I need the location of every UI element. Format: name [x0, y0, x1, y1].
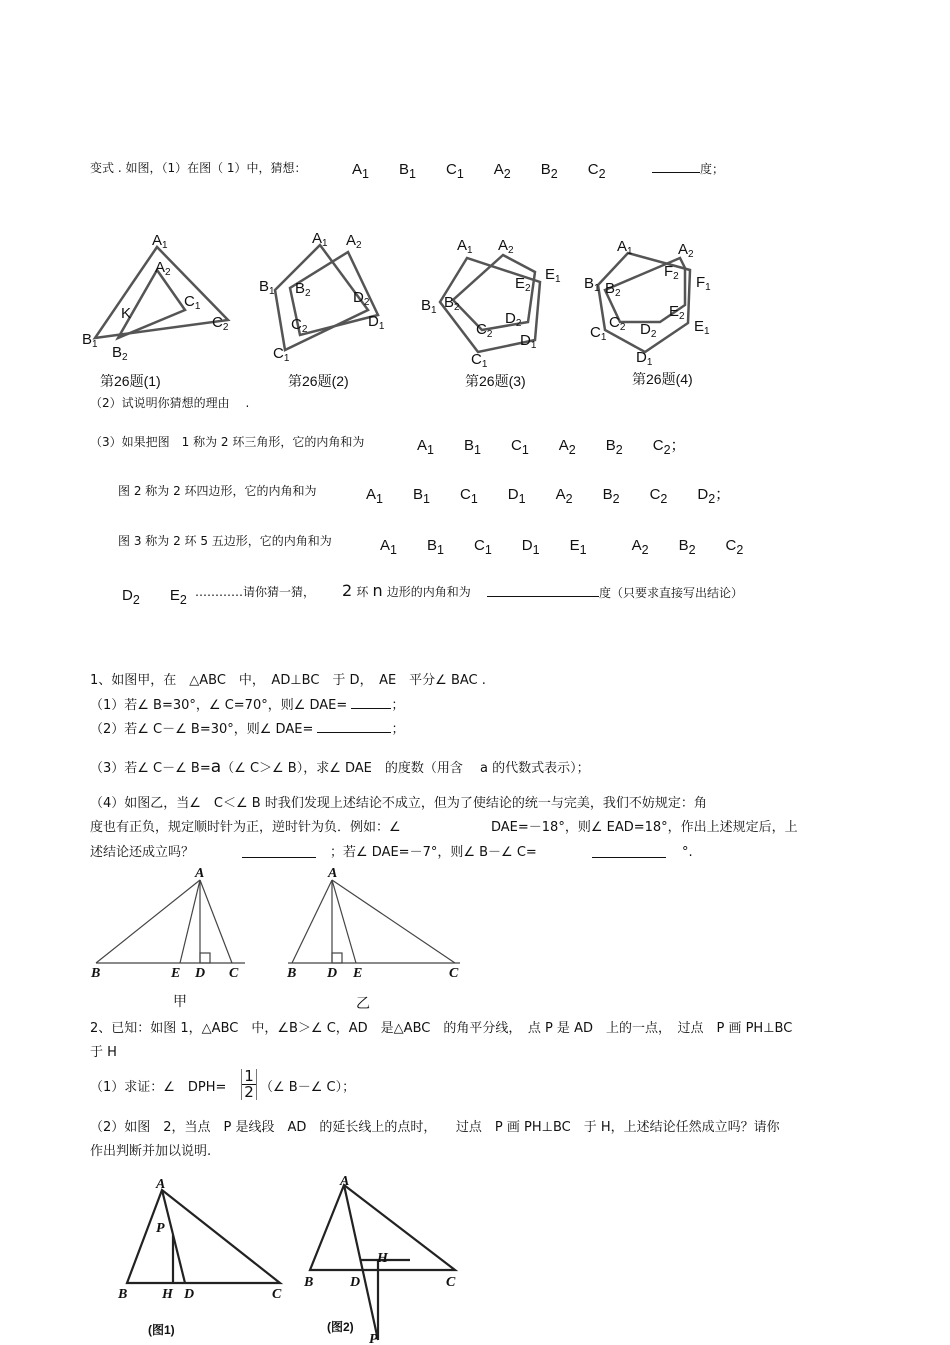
figure-label: P: [156, 1221, 165, 1236]
vertex-subscript: 2: [612, 492, 620, 506]
figure-label: 甲: [173, 993, 187, 1009]
figure-label: (图2): [327, 1320, 354, 1334]
variant-q3d-formula: 2 环 n 边形的内角和为: [342, 581, 471, 600]
vertex-subscript: 2: [679, 311, 685, 322]
variant-answer-blank[interactable]: 度；: [652, 160, 724, 177]
p2-s2b: 作出判断并加以说明.: [90, 1144, 212, 1159]
vertex-letter: D: [521, 537, 533, 554]
caption-26-3: 第26题(3): [465, 373, 526, 389]
figure-2-2-labels: [303, 1174, 456, 1345]
vertex-letter: C: [609, 314, 620, 331]
figure-label: D: [327, 966, 338, 981]
vertex-letter: A: [631, 537, 642, 554]
vertex-letter: D: [520, 332, 531, 349]
p1-s4b: 度也有正负，规定顺时针为正，逆时针为负．例如：∠: [90, 820, 401, 835]
p2-fraction: $\frac{1}{2}$: [241, 1069, 257, 1100]
vertex-subscript: 2: [641, 543, 649, 557]
vertex-subscript: 1: [427, 443, 434, 457]
p1-title: 1、如图甲，在 △ABC 中， AD⊥BC 于 D， AE 平分∠ BAC .: [90, 673, 486, 688]
vertex-subscript: 2: [454, 302, 460, 313]
figure-label: B: [287, 966, 297, 981]
figure-shape: [292, 880, 332, 963]
variant-q3b-angles: $A_1$ $B_1$ $C_1$ $D_1$ $A_2$ $B_2$ $C_2$ $D_2$；: [366, 486, 731, 506]
vertex-letter: D: [368, 313, 379, 330]
figure-label: (图1): [148, 1323, 175, 1337]
vertex-subscript: 2: [673, 271, 679, 282]
vertex-subscript: 1: [704, 326, 710, 337]
p1-s4c3: °.: [682, 845, 693, 860]
vertex-letter: C: [473, 537, 485, 554]
vertex-letter: D: [636, 349, 647, 366]
vertex-subscript: 1: [378, 321, 385, 332]
vertex-letter: B: [112, 344, 123, 361]
vertex-subscript: 2: [663, 443, 671, 457]
vertex-letter: A: [457, 237, 468, 254]
vertex-letter: C: [471, 351, 482, 368]
vertex-letter: C: [445, 161, 457, 178]
vertex-letter: A: [417, 437, 428, 454]
figure-label: C: [272, 1287, 282, 1302]
vertex-subscript: 2: [650, 329, 657, 340]
caption-26-1: 第26题(1): [100, 373, 161, 389]
figure-label: B: [304, 1275, 314, 1290]
vertex-letter: C: [649, 486, 661, 503]
vertex-letter: E: [545, 266, 556, 283]
vertex-letter: A: [555, 486, 566, 503]
vertex-subscript: 1: [322, 238, 328, 249]
vertex-subscript: 1: [456, 167, 464, 181]
vertex-subscript: 1: [467, 245, 473, 256]
figure-shape: [200, 953, 210, 963]
vertex-subscript: 2: [565, 492, 573, 506]
p1-s3: （3）若∠ C－∠ B=a（∠ C＞∠ B），求∠ DAE 的度数（用含 a 的代数式表示）；: [90, 757, 590, 777]
vertex-letter: F: [664, 263, 674, 280]
vertex-letter: K: [121, 305, 132, 322]
vertex-subscript: 1: [390, 543, 397, 557]
figure-2-1-labels: [117, 1177, 282, 1337]
figure-label: A: [156, 1177, 166, 1192]
vertex-subscript: 2: [356, 240, 362, 251]
vertex-letter: C: [587, 161, 599, 178]
vertex-letter: D: [505, 310, 516, 327]
vertex-subscript: 2: [363, 297, 370, 308]
variant-line1: 变式 . 如图，（1）在图（ 1）中，猜想：: [90, 161, 307, 175]
vertex-letter: C: [590, 324, 601, 341]
vertex-subscript: 1: [194, 301, 201, 312]
vertex-subscript: 2: [165, 267, 171, 278]
vertex-subscript: 2: [736, 543, 744, 557]
vertex-letter: A: [493, 161, 504, 178]
vertex-subscript: 1: [646, 357, 653, 368]
figure-label: E: [353, 966, 363, 981]
p2-s1b: （∠ B－∠ C）；: [260, 1080, 356, 1095]
vertex-subscript: 1: [376, 492, 383, 506]
vertex-letter: A: [558, 437, 569, 454]
variant-q2: （2）试说明你猜想的理由 .: [90, 396, 250, 410]
vertex-subscript: 1: [362, 167, 369, 181]
vertex-letter: B: [421, 297, 432, 314]
vertex-letter: B: [82, 331, 93, 348]
vertex-subscript: 2: [508, 245, 514, 256]
figure-2-1: [127, 1190, 280, 1283]
vertex-subscript: 2: [708, 492, 716, 506]
figure-label: B: [118, 1287, 128, 1302]
figure-shape: [127, 1190, 280, 1283]
vertex-subscript: 1: [530, 340, 537, 351]
vertex-subscript: 2: [615, 288, 621, 299]
vertex-letter: A: [352, 161, 363, 178]
vertex-subscript: 1: [423, 492, 430, 506]
figure-label: H: [377, 1251, 388, 1266]
vertex-subscript: 2: [660, 492, 668, 506]
vertex-subscript: 1: [470, 492, 478, 506]
vertex-subscript: 2: [619, 322, 626, 333]
vertex-letter: D: [507, 486, 519, 503]
vertex-letter: A: [678, 241, 689, 258]
vertex-letter: B: [540, 161, 551, 178]
figure-label: C: [446, 1275, 456, 1290]
vertex-letter: D: [697, 486, 709, 503]
caption-26-2: 第26题(2): [288, 373, 349, 389]
figure-jia: [96, 880, 245, 963]
vertex-letter: A: [152, 232, 163, 249]
figure-shape: [332, 880, 455, 963]
vertex-letter: B: [463, 437, 474, 454]
p2-title2: 于 H: [90, 1045, 117, 1060]
vertex-subscript: 1: [92, 339, 98, 350]
vertex-subscript: 1: [579, 543, 587, 557]
variant-q3a-angles: $A_1$ $B_1$ $C_1$ $A_2$ $B_2$ $C_2$；: [417, 437, 686, 457]
p1-s2: （2）若∠ C－∠ B=30°，则∠ DAE= ；: [90, 722, 405, 737]
vertex-letter: A: [346, 232, 357, 249]
figure-label: H: [162, 1287, 173, 1302]
variant-q3b: 图 2 称为 2 环四边形，它的内角和为: [118, 484, 317, 498]
p2-title: 2、已知：如图 1，△ABC 中，∠B＞∠ C，AD 是△ABC 的角平分线， 点 P 是 AD 上的一点， 过点 P 画 PH⊥BC: [90, 1021, 793, 1036]
vertex-subscript: 1: [431, 305, 437, 316]
vertex-subscript: 1: [409, 167, 416, 181]
vertex-subscript: 2: [486, 329, 493, 340]
figure-label: D: [195, 966, 206, 981]
vertex-letter: A: [617, 238, 628, 255]
p1-s1: （1）若∠ B=30°，∠ C=70°，则∠ DAE= ；: [90, 698, 405, 713]
vertex-subscript: 2: [222, 322, 229, 333]
figure-shape: [180, 880, 200, 963]
vertex-subscript: 1: [474, 443, 481, 457]
vertex-letter: C: [476, 321, 487, 338]
vertex-letter: C: [652, 437, 664, 454]
variant-q3d-blank[interactable]: 度（只要求直接写出结论）: [487, 584, 743, 601]
variant-q3a: （3）如果把图 1 称为 2 环三角形，它的内角和为: [90, 435, 365, 449]
vertex-letter: E: [169, 587, 180, 604]
vertex-letter: A: [366, 486, 377, 503]
vertex-letter: B: [602, 486, 613, 503]
vertex-subscript: 1: [484, 543, 492, 557]
vertex-subscript: 2: [515, 318, 522, 329]
figure-yi: [288, 880, 460, 963]
vertex-subscript: 1: [521, 443, 529, 457]
vertex-letter: B: [398, 161, 409, 178]
vertex-letter: E: [694, 318, 705, 335]
vertex-subscript: 2: [132, 593, 140, 607]
vertex-letter: B: [678, 537, 689, 554]
vertex-letter: E: [669, 303, 680, 320]
vertex-letter: B: [605, 437, 616, 454]
figure-label: A: [328, 866, 338, 881]
vertex-subscript: 2: [550, 167, 558, 181]
vertex-subscript: 1: [627, 246, 633, 257]
vertex-subscript: 2: [122, 352, 128, 363]
figure-shape: [332, 880, 356, 963]
figure-label: D: [184, 1287, 195, 1302]
vertex-subscript: 1: [532, 543, 540, 557]
figure-label: C: [449, 966, 459, 981]
p1-s4a: （4）如图乙，当∠ C＜∠ B 时我们发现上述结论不成立，但为了使结论的统一与完美，我们不妨规定：角: [90, 796, 707, 811]
vertex-subscript: 2: [688, 249, 694, 260]
figure-label: B: [91, 966, 101, 981]
vertex-letter: B: [605, 280, 616, 297]
vertex-subscript: 2: [688, 543, 696, 557]
vertex-letter: A: [498, 237, 509, 254]
vertex-subscript: 2: [301, 324, 308, 335]
vertex-letter: B: [259, 278, 270, 295]
vertex-subscript: 1: [600, 332, 607, 343]
vertex-letter: A: [380, 537, 391, 554]
vertex-subscript: 2: [615, 443, 623, 457]
p2-s2a: （2）如图 2，当点 P 是线段 AD 的延长线上的点时， 过点 P 画 PH⊥BC 于 H，上述结论任然成立吗？请你: [90, 1120, 780, 1135]
vertex-letter: C: [510, 437, 522, 454]
vertex-letter: B: [584, 275, 595, 292]
vertex-letter: B: [412, 486, 423, 503]
vertex-letter: C: [184, 293, 195, 310]
figure-label: A: [195, 866, 205, 881]
vertex-subscript: 1: [481, 359, 488, 370]
figure-label: E: [171, 966, 181, 981]
vertex-subscript: 1: [437, 543, 444, 557]
vertex-letter: D: [640, 321, 651, 338]
vertex-subscript: 1: [162, 240, 168, 251]
vertex-letter: F: [696, 274, 706, 291]
variant-q3c: 图 3 称为 2 环 5 五边形，它的内角和为: [118, 534, 332, 548]
vertex-subscript: 1: [594, 283, 600, 294]
vertex-subscript: 2: [503, 167, 511, 181]
vertex-letter: D: [353, 289, 364, 306]
vertex-subscript: 1: [705, 282, 711, 293]
vertex-letter: B: [426, 537, 437, 554]
figure-shape: [200, 880, 232, 963]
vertex-subscript: 2: [305, 288, 311, 299]
figure-yi-labels: [286, 866, 459, 1011]
vertex-subscript: 1: [269, 286, 275, 297]
p1-s4b2: DAE=－18°，则∠ EAD=18°，作出上述规定后，上: [491, 820, 798, 835]
vertex-subscript: 2: [525, 283, 531, 294]
vertex-letter: C: [291, 316, 302, 333]
figure-shape: [332, 953, 342, 963]
figure-label: 乙: [356, 995, 370, 1011]
p2-s1a: （1）求证：∠ DPH=: [90, 1080, 227, 1095]
vertex-letter: B: [444, 294, 455, 311]
vertex-subscript: 2: [598, 167, 606, 181]
vertex-letter: D: [122, 587, 133, 604]
p1-s4c2: ；若∠ DAE=－7°，则∠ B－∠ C=: [330, 845, 537, 860]
vertex-letter: C: [212, 314, 223, 331]
vertex-subscript: 1: [518, 492, 526, 506]
p1-s4c: 述结论还成立吗？: [90, 845, 195, 860]
figure-label: P: [369, 1332, 378, 1345]
variant-q3d-guess: …………请你猜一猜，: [195, 585, 316, 599]
figure-label: A: [340, 1174, 350, 1189]
vertex-letter: E: [569, 537, 580, 554]
vertex-letter: A: [312, 230, 323, 247]
figure-jia-labels: [90, 866, 239, 1009]
vertex-letter: B: [295, 280, 306, 297]
vertex-subscript: 2: [179, 593, 187, 607]
figure-label: C: [229, 966, 239, 981]
vertex-letter: C: [459, 486, 471, 503]
vertex-letter: C: [725, 537, 737, 554]
caption-26-4: 第26题(4): [632, 371, 693, 387]
vertex-subscript: 1: [283, 353, 290, 364]
vertex-letter: E: [515, 275, 526, 292]
figure-label: D: [350, 1275, 361, 1290]
vertex-subscript: 2: [568, 443, 576, 457]
vertex-letter: A: [155, 259, 166, 276]
vertex-subscript: 1: [555, 274, 561, 285]
vertex-letter: C: [273, 345, 284, 362]
figure-shape: [96, 880, 200, 963]
